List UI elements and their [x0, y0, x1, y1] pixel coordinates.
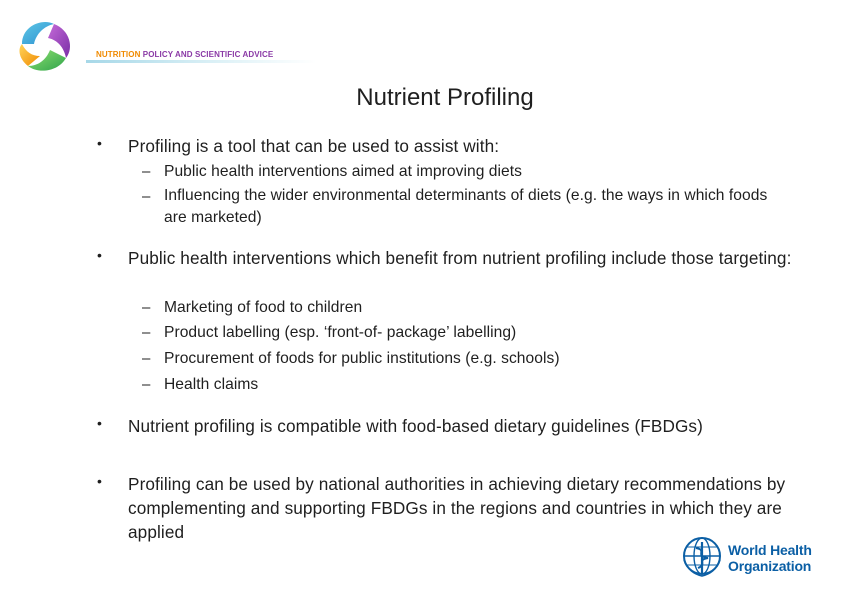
dash-marker: – [142, 163, 151, 180]
bullet-marker: • [97, 473, 102, 489]
bullet-3-text: Nutrient profiling is compatible with food-based dietary guidelines (FBDGs) [128, 416, 703, 436]
dash-marker: – [142, 376, 151, 393]
bullet-marker: • [97, 415, 102, 431]
who-emblem-icon [680, 534, 724, 578]
brand-word-nutrition: NUTRITION [96, 50, 141, 59]
bullet-1-subitem-2: Influencing the wider environmental determinants of diets (e.g. the ways in which foods are marketed) [164, 187, 768, 226]
who-line-2: Organization [728, 558, 812, 574]
who-logo [676, 534, 816, 580]
who-wordmark [728, 542, 812, 574]
dash-marker: – [142, 324, 151, 341]
slide-title: Nutrient Profiling [356, 84, 534, 111]
bullet-1-subitem-1: Public health interventions aimed at improving diets [164, 163, 522, 180]
bullet-marker: • [97, 135, 102, 151]
dash-marker: – [142, 188, 151, 205]
bullet-2-subitem-4: Health claims [164, 376, 259, 393]
who-line-1: World Health [728, 542, 812, 558]
brand-word-policy: POLICY AND SCIENTIFIC ADVICE [142, 50, 274, 59]
bullet-2-text: Public health interventions which benefit from nutrient profiling include those targeting: [128, 248, 792, 268]
bullet-2-subitem-3: Procurement of foods for public institutions (e.g. schools) [164, 350, 560, 367]
bullet-2-subitem-1: Marketing of food to children [164, 299, 363, 316]
dash-marker: – [142, 299, 151, 316]
bullet-marker: • [97, 247, 102, 263]
bullet-2-subitem-2: Product labelling (esp. ‘front-of- package’ labelling) [164, 324, 517, 341]
dash-marker: – [142, 350, 151, 367]
bullet-4-text: Profiling can be used by national authorities in achieving dietary recommendations by complementing and supporting FBDGs in the regions and countries in which they are applied [128, 474, 786, 542]
bullet-1-text: Profiling is a tool that can be used to assist with: [128, 136, 500, 156]
